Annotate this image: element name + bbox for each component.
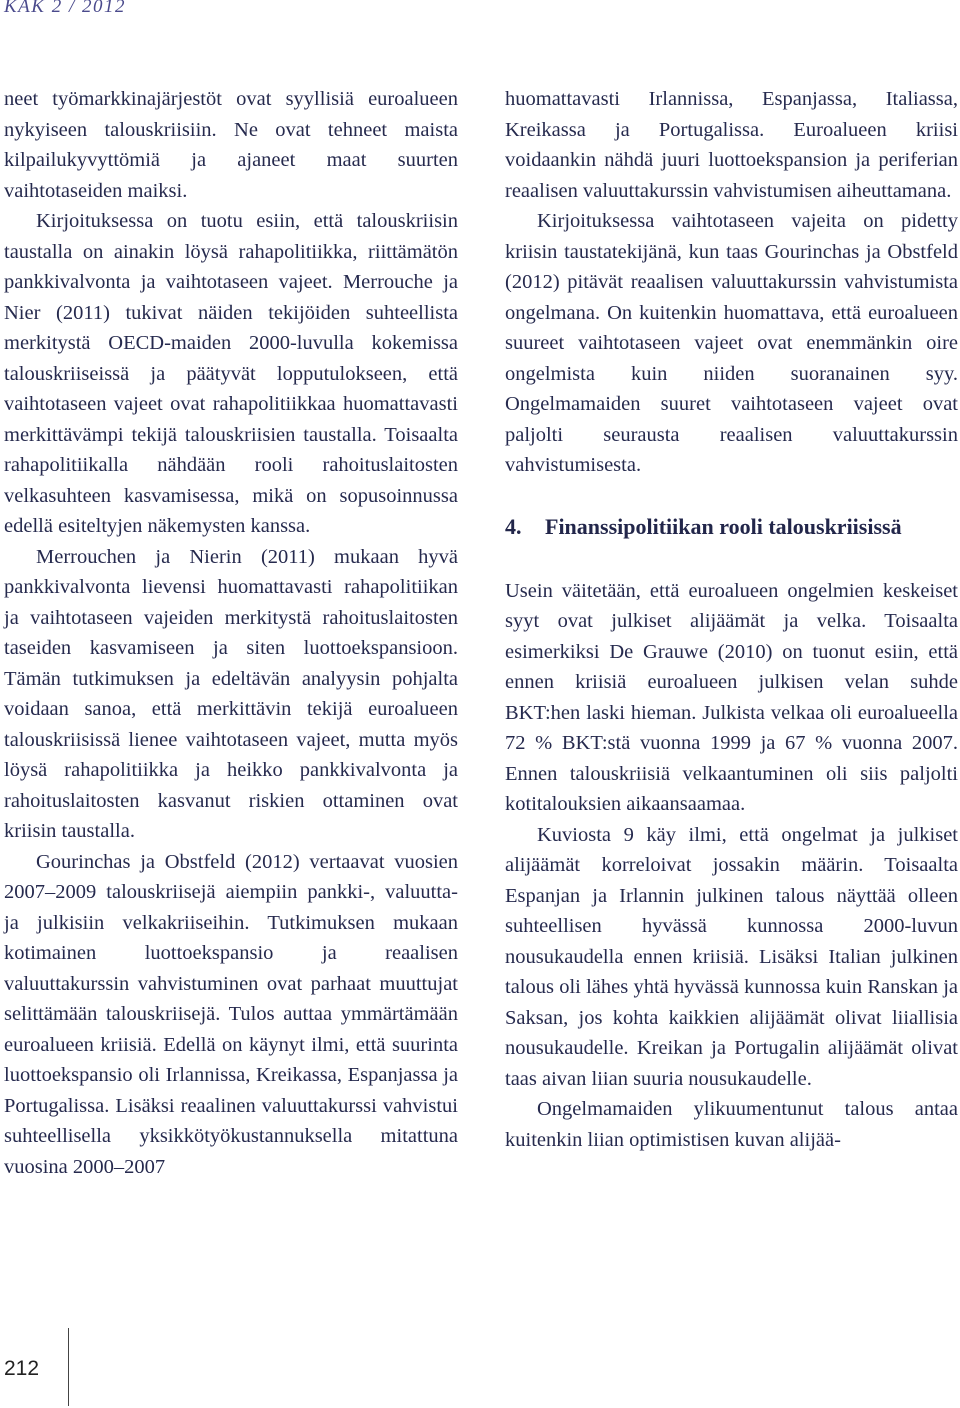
section-title: Finanssipolitiikan rooli talouskriisissä <box>545 513 902 539</box>
right-paragraph-5: Ongelmamaiden ylikuumentunut talous antaa kuitenkin liian optimistisen kuvan alijää- <box>505 1098 958 1151</box>
right-paragraph-3: Usein väitetään, että euroalueen ongelmien keskeiset syyt ovat julkiset alijäämät ja velka. Toisaalta esimerkiksi De Grauwe (2010) on tuonut esiin, että ennen kriisiä euroalueen julkisen velan suhde BKT:hen laski hieman. Julkista velkaa oli euroalueella 72 % BKT:stä vuonna 1999 ja 67 % vuonna 2007. Ennen talouskriisiä velkaantuminen oli siis paljolti kotitalouksien aikaansaamaa. <box>505 579 958 815</box>
right-paragraph-4: Kuviosta 9 käy ilmi, että ongelmat ja julkiset alijäämät korreloivat jossakin määrin. Toisaalta Espanjan ja Irlannin julkinen talous näyttää olleen suhteellisen hyvässä kunnossa 2000-luvun nousukaudella ennen kriisiä. Lisäksi Italian julkinen talous oli lähes yhtä hyvässä kunnossa kuin Ranskan ja Saksan, jos kohta kaikkien alijäämät olivat liiallisia nousukaudelle. Kreikan ja Portugalin alijäämät olivat taas aivan liian suuria nousukaudelle. <box>505 823 958 1090</box>
left-paragraph-2: Kirjoituksessa on tuotu esiin, että talouskriisin taustalla on ainakin löysä rahapolitiikka, riittämätön pankkivalvonta ja vaihtotaseen vajeet. Merrouche ja Nier (2011) tukivat näiden tekijöiden suhteellista merkitystä OECD-maiden 2000-luvulla kokemissa talouskriiseissä ja päätyvät lopputulokseen, että vaihtotaseen vajeet ovat rahapolitiikkaa huomattavasti merkittävämpi tekijä talouskriisien taustalla. Toisaalta rahapolitiikalla nähdään rooli rahoituslaitosten velkasuhteen kasvamisessa, mikä on sopusoinnussa edellä esiteltyjen näkemysten kanssa. <box>4 210 458 537</box>
right-paragraph-1: huomattavasti Irlannissa, Espanjassa, Italiassa, Kreikassa ja Portugalissa. Euroalueen kriisi voidaankin nähdä juuri luottoekspansion ja periferian reaalisen valuuttakurssin vahvistumisen aiheuttamana. <box>505 88 958 202</box>
right-paragraph-2: Kirjoituksessa vaihtotaseen vajeita on pidetty kriisin taustatekijänä, kun taas Gourinchas ja Obstfeld (2012) pitävät reaalisen valuuttakurssin vahvistumista ongelmana. On kuitenkin huomattava, että euroalueen suureet vaihtotaseen vajeet ovat enemmänkin oire ongelmista kuin niiden suoranainen syy. Ongelmamaiden suuret vaihtotaseen vajeet ovat paljolti seurausta reaalisen valuuttakurssin vahvistumisesta. <box>505 210 958 476</box>
section-heading <box>505 511 958 542</box>
running-header: KAK 2 / 2012 <box>4 0 126 17</box>
left-paragraph-4: Gourinchas ja Obstfeld (2012) vertaavat vuosien 2007–2009 talouskriisejä aiempiin pankki-, valuutta- ja julkisiin velkakriiseihin. Tutkimuksen mukaan kotimainen luottoekspansio ja reaalisen valuuttakurssin vahvistuminen ovat parhaat muuttujat selittämään talouskriisejä. Tulos auttaa ymmärtämään euroalueen kriisiä. Edellä on käynyt ilmi, että suurinta luottoekspansio oli Irlannissa, Kreikassa, Espanjassa ja Portugalissa. Lisäksi reaalinen valuuttakurssi vahvistui suhteellisella yksikkötyökustannuksella mitattuna vuosina 2000–2007 <box>4 850 458 1178</box>
right-column <box>505 84 958 1155</box>
section-number: 4. <box>505 513 522 539</box>
page-number: 212 <box>4 1357 40 1380</box>
left-paragraph-1: neet työmarkkinajärjestöt ovat syyllisiä euroalueen nykyiseen talouskriisiin. Ne ovat tehneet maista kilpailukyvyttömiä ja ajaneet maat suurten vaihtotaseiden maiksi. <box>4 88 458 202</box>
page-number-divider <box>68 1328 69 1406</box>
left-column <box>4 84 458 1182</box>
left-paragraph-3: Merrouchen ja Nierin (2011) mukaan hyvä pankkivalvonta lievensi huomattavasti rahapolitiikan ja vaihtotaseen vajeiden merkitystä rahoituslaitosten taseiden kasvamiseen ja siten luottoekspansioon. Tämän tutkimuksen ja edeltävän analyysin pohjalta voidaan sanoa, että merkittävin tekijä euroalueen talouskriisissä lienee vaihtotaseen vajeet, mutta myös löysä rahapolitiikka ja heikko pankkivalvonta ja rahoituslaitosten kasvanut riskien ottaminen ovat kriisin taustalla. <box>4 545 458 842</box>
